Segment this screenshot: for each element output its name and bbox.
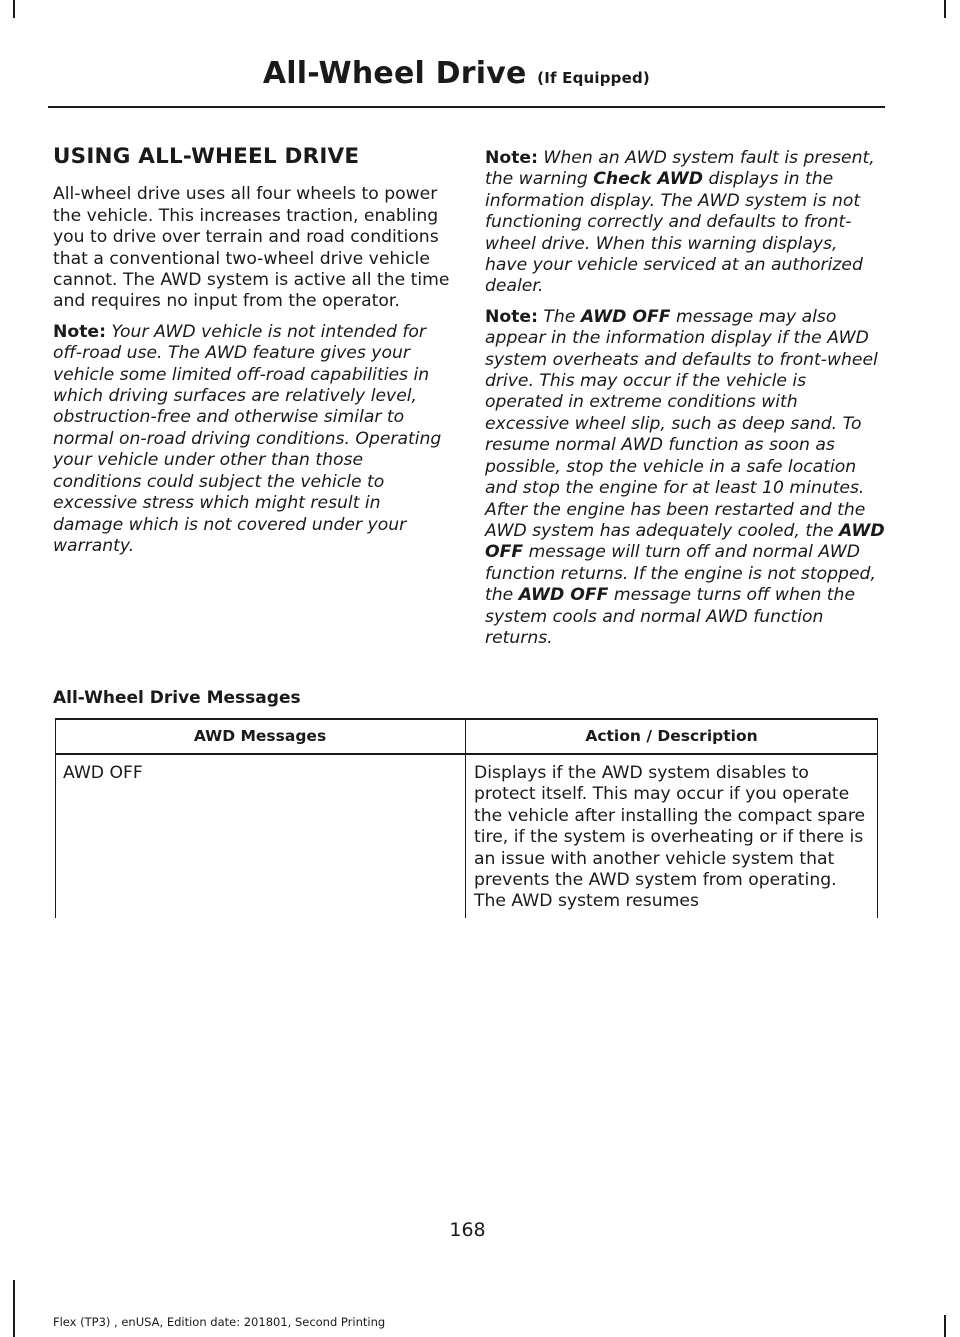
note-text: message will turn off and normal AWD function returns. If the engine is not stopped, the [485,542,876,606]
header-title-text: All-Wheel Drive [262,56,527,91]
note-paragraph [53,322,453,557]
note-text: message turns off when the system cools and normal AWD function returns. [485,585,856,648]
header-rule [48,106,885,108]
note-text: message may also appear in the information display if the AWD system overheats and defaults to front-wheel drive. This may occur if the vehicle is operated in extreme conditions with excessive wheel slip, such as deep sand. To resume normal AWD function as soon as possible, stop the vehicle in a safe location and stop the engine for at least 10 minutes. After the engine has been restarted and the AWD system has adequately cooled, the [485,306,878,541]
note-label: Note: [485,306,538,327]
warning-check-awd: Check AWD [593,169,703,190]
right-column [485,148,885,658]
note-text: Your AWD vehicle is not intended for off-road use. The AWD feature gives your vehicle some limited off-road capabilities in which driving surfaces are relatively level, obstruction-free and otherwise similar to normal on-road driving conditions. Operating your vehicle under other than those conditions could subject the vehicle to excessive stress which might result in damage which is not covered under your warranty. [53,321,442,556]
table-header-cell: AWD Messages [193,727,327,745]
table-cell-message: AWD OFF [63,763,143,783]
note-text: displays in the information display. The AWD system is not functioning correctly and defaults to front-wheel drive. When this warning displays, have your vehicle serviced at an authorized dealer. [485,169,863,297]
page-header-title [263,56,650,91]
crop-mark-top-right [944,0,946,18]
note-text: The [543,306,576,327]
table-header-border [55,753,878,755]
note-label: Note: [485,148,538,168]
note-overheat-paragraph [485,307,885,650]
header-subtitle: (If Equipped) [537,69,650,87]
note-label: Note: [53,321,106,342]
awd-messages-table [55,718,878,918]
crop-mark-bottom-right [944,1315,946,1337]
intro-paragraph: All-wheel drive uses all four wheels to power the vehicle. This increases traction, enabling you to drive over terrain and road conditions that a conventional two-wheel drive vehicle cannot. The AWD system is active all the time and requires no input from the operator. [53,184,450,312]
message-awd-off: AWD OFF [485,520,885,563]
note-text: When an AWD system fault is present, the warning [485,148,875,190]
table-right-border [877,718,878,918]
note-fault-paragraph [485,148,885,298]
table-cell-description: Displays if the AWD system disables to protect itself. This may occur if you operate the vehicle after installing the compact spare tire, if the system is overheating or if there is an issue with another vehicle system that prevents the AWD system from operating. The AWD system resumes [474,763,866,912]
table-column-divider [465,718,466,918]
page-number: 168 [449,1219,486,1241]
message-awd-off: AWD OFF [580,306,671,327]
crop-mark-top-left [13,0,15,18]
crop-mark-bottom-left [13,1280,15,1337]
footer-edition: Flex (TP3) , enUSA, Edition date: 201801, Second Printing [53,1315,386,1329]
table-left-border [55,718,56,918]
section-heading: USING ALL-WHEEL DRIVE [53,144,360,169]
table-title: All-Wheel Drive Messages [53,688,301,708]
left-column [53,146,453,566]
message-awd-off: AWD OFF [518,585,609,606]
table-header-cell: Action / Description [585,727,758,745]
table-top-border [55,718,878,720]
